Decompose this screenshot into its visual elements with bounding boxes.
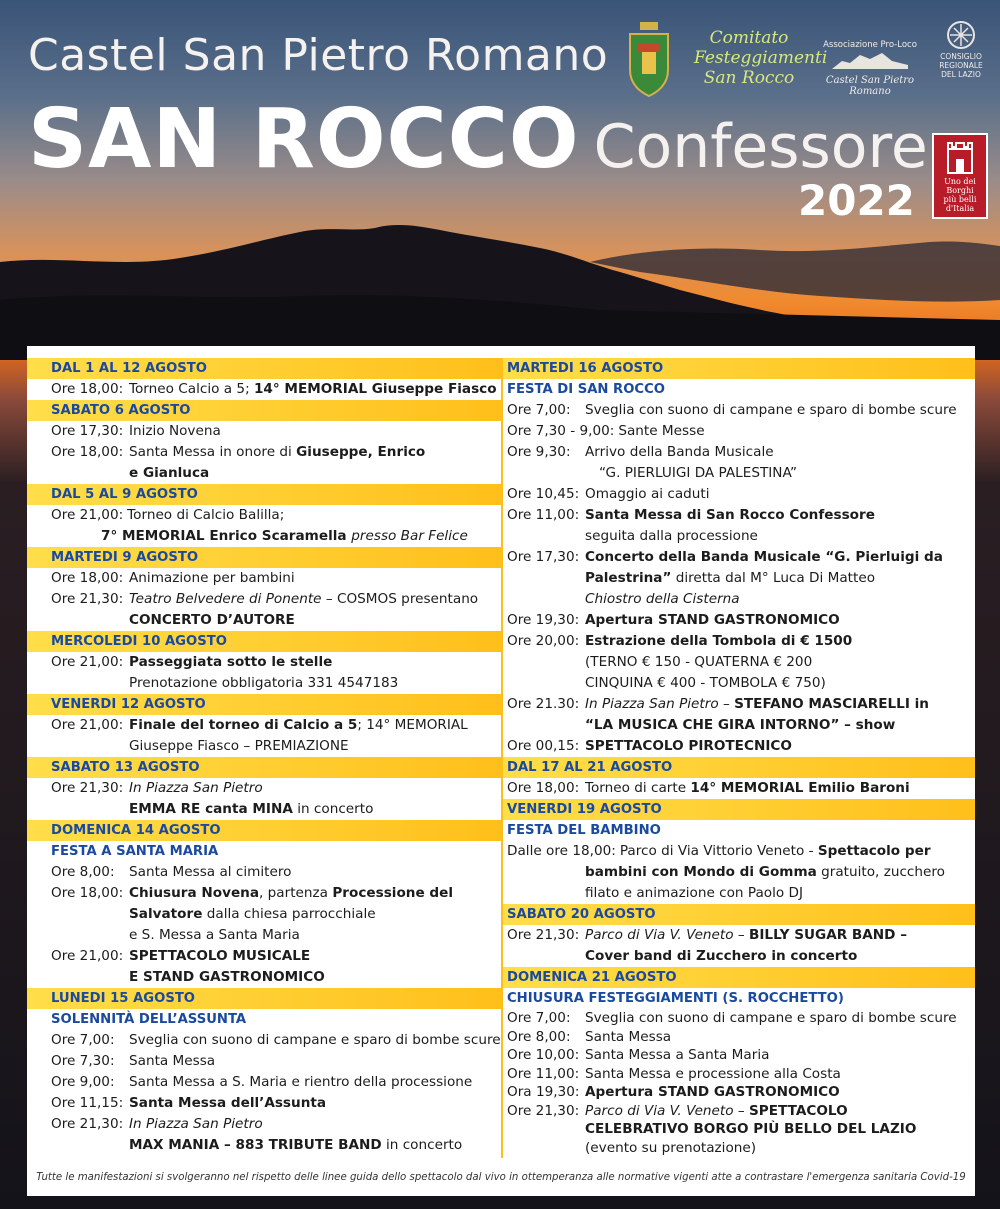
event-text-bold: 7° MEMORIAL Enrico Scaramella: [101, 528, 352, 544]
event-time: Ore 7,00:: [507, 1010, 571, 1026]
day-header: DOMENICA 14 AGOSTO: [27, 820, 501, 841]
borghi-line4: d'Italia: [945, 204, 975, 213]
event-text-bold: Spettacolo per: [817, 843, 931, 859]
program-panel: [27, 346, 975, 1196]
schedule-row-continuation: [503, 715, 975, 736]
schedule-row: [27, 442, 501, 463]
schedule-row-continuation: [503, 1120, 975, 1139]
city-name: Castel San Pietro Romano: [28, 30, 609, 81]
event-time: Ore 10,45:: [507, 486, 580, 502]
event-text: Arrivo della Banda Musicale: [585, 444, 774, 460]
event-time: Ore 21,00:: [51, 507, 124, 523]
event-text: Santa Messa in onore di: [129, 444, 297, 460]
borghi-piu-belli-badge: [932, 133, 988, 219]
festival-subtitle: FESTA DEL BAMBINO: [507, 823, 661, 838]
event-time: Ore 18,00:: [51, 885, 124, 901]
schedule-row-continuation: [503, 526, 975, 547]
schedule-row-continuation: [503, 652, 975, 673]
schedule-row: [27, 778, 501, 799]
comitato-logo-line1: Comitato Festeggiamenti: [694, 28, 828, 68]
schedule-row: [503, 694, 975, 715]
event-time: Ore 8,00:: [507, 1028, 571, 1045]
event-text: , partenza: [259, 885, 333, 901]
event-time: Ore 10,00:: [507, 1047, 580, 1063]
schedule-row: [503, 1009, 975, 1028]
event-text: diretta dal M° Luca Di Matteo: [671, 570, 876, 586]
schedule-row: [503, 841, 975, 862]
event-text-bold: Concerto della Banda Musicale “G. Pierluigi da: [585, 549, 943, 565]
event-text: seguita dalla processione: [585, 528, 758, 544]
schedule-row-continuation: [503, 946, 975, 967]
event-text: Santa Messa a Santa Maria: [585, 1047, 770, 1063]
poster-title: [28, 92, 928, 187]
event-text: e S. Messa a Santa Maria: [129, 927, 300, 943]
event-text: Parco di Via Vittorio Veneto -: [619, 843, 818, 859]
event-venue-italic: Parco di Via V. Veneto: [585, 1102, 734, 1119]
event-text-bold: e Gianluca: [129, 465, 210, 481]
borghi-line2: Borghi: [946, 186, 974, 195]
event-venue-italic: presso Bar Felice: [351, 528, 468, 544]
event-text: Animazione per bambini: [129, 570, 295, 586]
day-header: MARTEDI 9 AGOSTO: [27, 547, 501, 568]
schedule-row: [27, 1114, 501, 1135]
event-time: Ore 21,30:: [507, 927, 580, 943]
event-venue-italic: Parco di Via V. Veneto: [585, 927, 734, 943]
event-text-bold: MAX MANIA – 883 TRIBUTE BAND: [129, 1137, 382, 1153]
schedule-row-continuation: [27, 526, 501, 547]
event-time: Ore 21,30:: [507, 1102, 580, 1119]
event-text: Sveglia con suono di campane e sparo di bombe scure: [585, 402, 957, 418]
event-text-bold: STEFANO MASCIARELLI in: [734, 696, 929, 712]
event-text: Santa Messa: [585, 1028, 672, 1045]
covid-footer-note: Tutte le manifestazioni si svolgeranno nel rispetto delle linee guida dello spettacolo dal vivo in ottemperanza alle normative vigenti atte a contrastare l'emergenza sanitaria Covid-19: [36, 1172, 966, 1183]
tower-icon: [942, 139, 978, 175]
event-text-bold: 14° MEMORIAL Emilio Baroni: [690, 780, 910, 796]
event-time: Ore 19,30:: [507, 612, 580, 628]
schedule-row: [503, 1046, 975, 1065]
schedule-row: [503, 421, 975, 442]
schedule-row-continuation: [503, 673, 975, 694]
event-text-bold: Estrazione della Tombola di € 1500: [585, 633, 853, 649]
event-text-bold: Santa Messa di San Rocco Confessore: [585, 507, 875, 523]
proloco-top: Associazione Pro-Loco: [823, 40, 917, 50]
municipal-crest-logo: [624, 20, 674, 98]
event-text-bold: Apertura STAND GASTRONOMICO: [585, 612, 840, 628]
schedule-row-continuation: [27, 904, 501, 925]
schedule-row: [27, 883, 501, 904]
event-time: Ore 18,00:: [507, 780, 580, 796]
title-san-rocco: SAN ROCCO: [28, 92, 580, 187]
event-text: Torneo di carte: [585, 780, 691, 796]
event-text: gratuito, zucchero: [816, 864, 945, 880]
day-header: DAL 5 AL 9 AGOSTO: [27, 484, 501, 505]
event-text-bold: bambini con Mondo di Gomma: [585, 864, 817, 880]
proloco-bottom: Castel San Pietro Romano: [825, 75, 915, 97]
event-text: Sante Messe: [618, 423, 705, 439]
event-time: Ore 17,30:: [507, 549, 580, 565]
event-venue-italic: Chiostro della Cisterna: [585, 591, 740, 607]
event-venue-italic: In Piazza San Pietro: [585, 696, 719, 712]
event-text: CINQUINA € 400 - TOMBOLA € 750): [585, 675, 826, 691]
event-time: Ore 21,30:: [51, 591, 124, 607]
event-text-bold: Passeggiata sotto le stelle: [129, 654, 333, 670]
proloco-logo: [818, 40, 922, 97]
event-text: Inizio Novena: [129, 423, 221, 439]
event-time: Ore 21,30:: [51, 780, 124, 796]
event-text-bold: Finale del torneo di Calcio a 5: [129, 717, 358, 733]
lazio-emblem-icon: [946, 20, 976, 50]
event-time: Ora 19,30:: [507, 1084, 580, 1100]
event-time: Ore 11,00:: [507, 1065, 580, 1082]
event-text-bold: Processione del: [332, 885, 454, 901]
event-time: Dalle ore 18,00:: [507, 843, 616, 859]
schedule-row-continuation: [27, 673, 501, 694]
schedule-row: [27, 379, 501, 400]
day-header: MERCOLEDI 10 AGOSTO: [27, 631, 501, 652]
day-header: DAL 17 AL 21 AGOSTO: [503, 757, 975, 778]
schedule-row-continuation: [503, 862, 975, 883]
day-header: SABATO 13 AGOSTO: [27, 757, 501, 778]
schedule-row: [503, 442, 975, 463]
consiglio-line3: DEL LAZIO: [941, 70, 981, 79]
schedule-row: [27, 1072, 501, 1093]
event-text: Omaggio ai caduti: [585, 486, 710, 502]
event-text: –: [733, 1102, 750, 1119]
event-time: Ore 21,00:: [51, 654, 124, 670]
day-header: SABATO 20 AGOSTO: [503, 904, 975, 925]
event-time: Ore 18,00:: [51, 381, 124, 397]
event-text-bold: 14° MEMORIAL Giuseppe Fiasco: [253, 381, 497, 397]
schedule-row: [503, 505, 975, 526]
event-text: Giuseppe Fiasco – PREMIAZIONE: [129, 738, 349, 754]
event-text: (TERNO € 150 - QUATERNA € 200: [585, 654, 813, 670]
event-time: Ore 20,00:: [507, 633, 580, 649]
schedule-row-continuation: [503, 589, 975, 610]
consiglio-line1: CONSIGLIO: [940, 52, 982, 61]
title-confessore: Confessore: [593, 112, 928, 182]
event-time: Ore 11,15:: [51, 1095, 124, 1111]
schedule-row: [27, 946, 501, 967]
schedule-row-continuation: [27, 1135, 501, 1156]
event-text-bold: Apertura STAND GASTRONOMICO: [585, 1084, 840, 1100]
schedule-row: [503, 1065, 975, 1084]
event-text: Prenotazione obbligatoria 331 4547183: [129, 675, 399, 691]
event-text-bold: “LA MUSICA CHE GIRA INTORNO” – show: [585, 717, 896, 733]
day-header: DAL 1 AL 12 AGOSTO: [27, 358, 501, 379]
schedule-row: [503, 925, 975, 946]
event-time: Ore 00,15:: [507, 738, 580, 754]
festival-subtitle: FESTA A SANTA MARIA: [51, 844, 219, 859]
schedule-row: [503, 1028, 975, 1047]
event-time: Ore 7,30:: [51, 1053, 115, 1069]
program-right-column: [503, 358, 975, 1157]
event-text-bold: Cover band di Zucchero in concerto: [585, 948, 858, 964]
event-text: “G. PIERLUIGI DA PALESTINA”: [599, 465, 798, 481]
schedule-row-continuation: [503, 883, 975, 904]
schedule-row: [503, 778, 975, 799]
event-text: dalla chiesa parrocchiale: [202, 906, 376, 922]
event-text-bold: CONCERTO D’AUTORE: [129, 612, 295, 628]
schedule-row-continuation: [503, 568, 975, 589]
schedule-row-continuation: [27, 925, 501, 946]
event-text: ; 14° MEMORIAL: [357, 717, 468, 733]
day-header: LUNEDI 15 AGOSTO: [27, 988, 501, 1009]
event-time: Ore 7,00:: [507, 402, 571, 418]
schedule-row: [503, 484, 975, 505]
schedule-row: [503, 631, 975, 652]
event-text-bold: E STAND GASTRONOMICO: [129, 969, 325, 985]
schedule-row: [27, 568, 501, 589]
event-text-bold: BILLY SUGAR BAND –: [749, 927, 907, 943]
event-time: Ore 7,00:: [51, 1032, 115, 1048]
event-text: in concerto: [292, 801, 374, 817]
day-header: MARTEDI 16 AGOSTO: [503, 358, 975, 379]
event-time: Ore 11,00:: [507, 507, 580, 523]
event-text: Torneo di Calcio Balilla;: [127, 507, 285, 523]
schedule-row-continuation: [27, 736, 501, 757]
event-time: Ore 8,00:: [51, 864, 115, 880]
schedule-row: [27, 652, 501, 673]
event-time: Ore 21,00:: [51, 948, 124, 964]
event-text: Sveglia con suono di campane e sparo di bombe scure: [585, 1010, 957, 1026]
comitato-logo-line2: San Rocco: [703, 68, 795, 88]
event-text: filato e animazione con Paolo DJ: [585, 885, 803, 901]
schedule-row: [27, 1051, 501, 1072]
proloco-village-icon: [830, 51, 910, 71]
event-text-bold: Santa Messa dell’Assunta: [129, 1095, 327, 1111]
day-header: DOMENICA 21 AGOSTO: [503, 967, 975, 988]
event-text-bold: Giuseppe, Enrico: [296, 444, 426, 460]
event-text-bold: Salvatore: [129, 906, 203, 922]
event-text: Santa Messa e processione alla Costa: [585, 1065, 841, 1082]
schedule-row-continuation: [27, 967, 501, 988]
event-text: Santa Messa: [129, 1053, 216, 1069]
schedule-row: [27, 862, 501, 883]
day-header: VENERDI 12 AGOSTO: [27, 694, 501, 715]
festival-subtitle: CHIUSURA FESTEGGIAMENTI (S. ROCCHETTO): [507, 991, 844, 1006]
schedule-row: [27, 589, 501, 610]
event-time: Ore 17,30:: [51, 423, 124, 439]
schedule-row: [27, 421, 501, 442]
schedule-row-continuation: [27, 463, 501, 484]
event-venue-italic: In Piazza San Pietro: [129, 1116, 263, 1132]
event-text: (evento su prenotazione): [585, 1139, 757, 1156]
schedule-row-continuation: [503, 463, 975, 484]
borghi-line3: più belli: [943, 195, 977, 204]
schedule-row: [27, 1030, 501, 1051]
event-text: Torneo Calcio a 5;: [129, 381, 254, 397]
event-text: –: [718, 696, 735, 712]
schedule-row: [27, 715, 501, 736]
schedule-row: [27, 1093, 501, 1114]
event-text: – COSMOS presentano: [321, 591, 479, 607]
event-time: Ore 9,30:: [507, 444, 571, 460]
schedule-row: [503, 1083, 975, 1102]
schedule-row-continuation: [503, 1139, 975, 1158]
event-venue-italic: In Piazza San Pietro: [129, 780, 263, 796]
event-text-bold: SPETTACOLO MUSICALE: [129, 948, 311, 964]
event-time: Ore 21,00:: [51, 717, 124, 733]
day-header: SABATO 6 AGOSTO: [27, 400, 501, 421]
event-venue-italic: Teatro Belvedere di Ponente: [129, 591, 322, 607]
event-text-bold: Palestrina”: [585, 570, 672, 586]
schedule-row-continuation: [27, 610, 501, 631]
consiglio-regionale-logo: [928, 20, 994, 79]
event-text: in concerto: [381, 1137, 463, 1153]
program-left-column: [27, 358, 501, 1156]
event-text: Santa Messa al cimitero: [129, 864, 292, 880]
event-time: Ore 18,00:: [51, 444, 124, 460]
event-text: Santa Messa a S. Maria e rientro della processione: [129, 1074, 473, 1090]
event-time: Ore 9,00:: [51, 1074, 115, 1090]
event-time: Ore 21,30:: [51, 1116, 124, 1132]
event-time: Ore 18,00:: [51, 570, 124, 586]
schedule-row-continuation: [27, 799, 501, 820]
festival-subtitle: SOLENNITÀ DELL’ASSUNTA: [51, 1012, 247, 1027]
festival-subtitle: FESTA DI SAN ROCCO: [507, 382, 665, 397]
schedule-row: [503, 736, 975, 757]
schedule-row: [503, 1102, 975, 1121]
event-text-bold: CELEBRATIVO BORGO PIÙ BELLO DEL LAZIO: [585, 1121, 917, 1137]
event-text-bold: EMMA RE canta MINA: [129, 801, 293, 817]
event-text: –: [733, 927, 750, 943]
schedule-row: [503, 610, 975, 631]
event-text-bold: SPETTACOLO: [749, 1102, 848, 1119]
event-text: Sveglia con suono di campane e sparo di bombe scure: [129, 1032, 501, 1048]
comitato-logo: [694, 28, 828, 90]
event-time: Ore 7,30 - 9,00:: [507, 423, 615, 439]
consiglio-line2: REGIONALE: [939, 61, 983, 70]
poster-year: 2022: [798, 176, 915, 225]
schedule-row: [503, 547, 975, 568]
event-time: Ore 21.30:: [507, 696, 580, 712]
event-text-bold: Chiusura Novena: [129, 885, 260, 901]
event-text-bold: SPETTACOLO PIROTECNICO: [585, 738, 792, 754]
schedule-row: [503, 400, 975, 421]
borghi-line1: Uno dei: [944, 177, 976, 186]
day-header: VENERDI 19 AGOSTO: [503, 799, 975, 820]
schedule-row: [27, 505, 501, 526]
